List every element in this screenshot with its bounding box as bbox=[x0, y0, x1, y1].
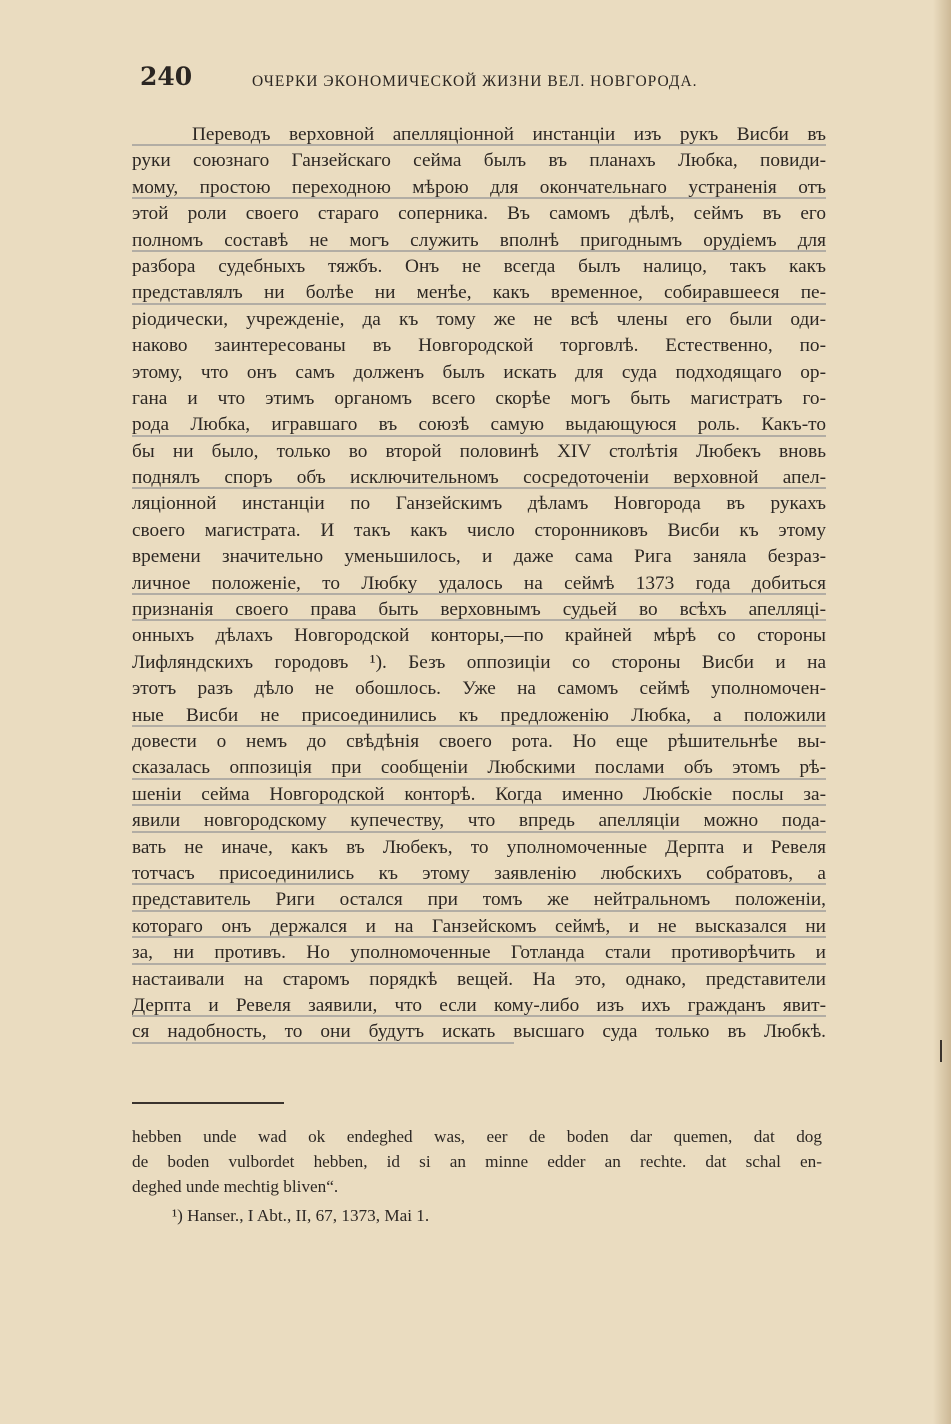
text-line: тотчасъ присоединились къ этому заявленію любскихъ собратовъ, а bbox=[132, 861, 826, 887]
text-line: гана и что этимъ органомъ всего скорѣе могъ быть магистратъ го- bbox=[132, 387, 826, 409]
text-line: наково заинтересованы въ Новгородской торговлѣ. Естественно, по- bbox=[132, 335, 826, 357]
text-line: времени значительно уменьшилось, и даже сама Рига заняла безраз- bbox=[132, 546, 826, 568]
text-line: своего магистрата. И такъ какъ число сторонниковъ Висби къ этому bbox=[132, 519, 826, 541]
text-line: Переводъ верховной апелляціонной инстанціи изъ рукъ Висби въ bbox=[132, 122, 826, 148]
footnote-line: de boden vulbordet hebben, id si an minne edder an rechte. dat schal en- bbox=[132, 1152, 822, 1171]
page-number: 240 bbox=[140, 62, 193, 91]
text-line: бы ни было, только во второй половинѣ XIV столѣтія Любекъ вновь bbox=[132, 440, 826, 462]
margin-mark bbox=[940, 1040, 946, 1062]
footnote-rule bbox=[132, 1102, 284, 1104]
page-edge-shadow bbox=[933, 0, 951, 1424]
footnote-line: hebben unde wad ok endeghed was, eer de boden dar quemen, dat dog bbox=[132, 1127, 822, 1146]
text-line: личное положеніе, то Любку удалось на сеймѣ 1373 года добиться bbox=[132, 571, 826, 597]
running-title: ОЧЕРКИ ЭКОНОМИЧЕСКОЙ ЖИЗНИ ВЕЛ. НОВГОРОДА. bbox=[252, 73, 698, 90]
page-header bbox=[140, 62, 840, 102]
text-line: признанія своего права быть верховнымъ судьей во всѣхъ апелляці- bbox=[132, 597, 826, 623]
text-line: Дерпта и Ревеля заявили, что если кому-либо изъ ихъ гражданъ явит- bbox=[132, 993, 826, 1019]
text-line: вать не иначе, какъ въ Любекъ, то уполномоченные Дерпта и Ревеля bbox=[132, 836, 826, 858]
footnote bbox=[132, 1124, 822, 1228]
text-line: за, ни противъ. Но уполномоченные Готланда стали противорѣчить и bbox=[132, 940, 826, 966]
text-line: руки союзнаго Ганзейскаго сейма былъ въ планахъ Любка, повиди- bbox=[132, 150, 826, 172]
text-line: представитель Риги остался при томъ же нейтральномъ положеніи, bbox=[132, 887, 826, 913]
text-line: полномъ составѣ не могъ служить вполнѣ пригоднымъ орудіемъ для bbox=[132, 228, 826, 254]
text-line: этому, что онъ самъ долженъ былъ искать для суда подходящаго ор- bbox=[132, 361, 826, 383]
main-text bbox=[132, 122, 826, 1046]
text-line: явили новгородскому купечеству, что впредь апелляціи можно пода- bbox=[132, 808, 826, 834]
text-line: рода Любка, игравшаго въ союзѣ самую выдающуюся роль. Какъ-то bbox=[132, 412, 826, 438]
text-line: представлялъ ни болѣе ни менѣе, какъ временное, собиравшееся пе- bbox=[132, 280, 826, 306]
text-line: настаивали на старомъ порядкѣ вещей. На это, однако, представители bbox=[132, 968, 826, 990]
footnote-line: deghed unde mechtig bliven“. bbox=[132, 1177, 339, 1196]
footnote-reference: ¹) Hanser., I Abt., II, 67, 1373, Mai 1. bbox=[172, 1206, 430, 1225]
text-line: ся надобность, то они будутъ искать высшаго суда только въ Любкѣ. bbox=[132, 1019, 826, 1045]
text-line: онныхъ дѣлахъ Новгородской конторы,—по крайней мѣрѣ со стороны bbox=[132, 625, 826, 647]
text-line: ляціонной инстанціи по Ганзейскимъ дѣламъ Новгорода въ рукахъ bbox=[132, 493, 826, 515]
text-line: сказалась оппозиція при сообщеніи Любскими послами объ этомъ рѣ- bbox=[132, 755, 826, 781]
text-line: довести о немъ до свѣдѣнія своего рота. Но еще рѣшительнѣе вы- bbox=[132, 730, 826, 752]
text-line: Лифляндскихъ городовъ ¹). Безъ оппозиціи со стороны Висби и на bbox=[132, 651, 826, 673]
text-line: этотъ разъ дѣло не обошлось. Уже на самомъ сеймѣ уполномочен- bbox=[132, 678, 826, 700]
text-line: ріодически, учрежденіе, да къ тому же не всѣ члены его были оди- bbox=[132, 308, 826, 330]
text-line: разбора судебныхъ тяжбъ. Онъ не всегда былъ налицо, такъ какъ bbox=[132, 255, 826, 277]
text-line: поднялъ споръ объ исключительномъ сосредоточеніи верховной апел- bbox=[132, 465, 826, 491]
text-line: котораго онъ держался и на Ганзейскомъ сеймѣ, и не высказался ни bbox=[132, 914, 826, 940]
text-line: этой роли своего стараго соперника. Въ самомъ дѣлѣ, сеймъ въ его bbox=[132, 203, 826, 225]
text-line: ные Висби не присоединились къ предложенію Любка, а положили bbox=[132, 703, 826, 729]
text-line: шеніи сейма Новгородской конторѣ. Когда именно Любскіе послы за- bbox=[132, 782, 826, 808]
text-line: мому, простою переходною мѣрою для окончательнаго устраненія отъ bbox=[132, 175, 826, 201]
